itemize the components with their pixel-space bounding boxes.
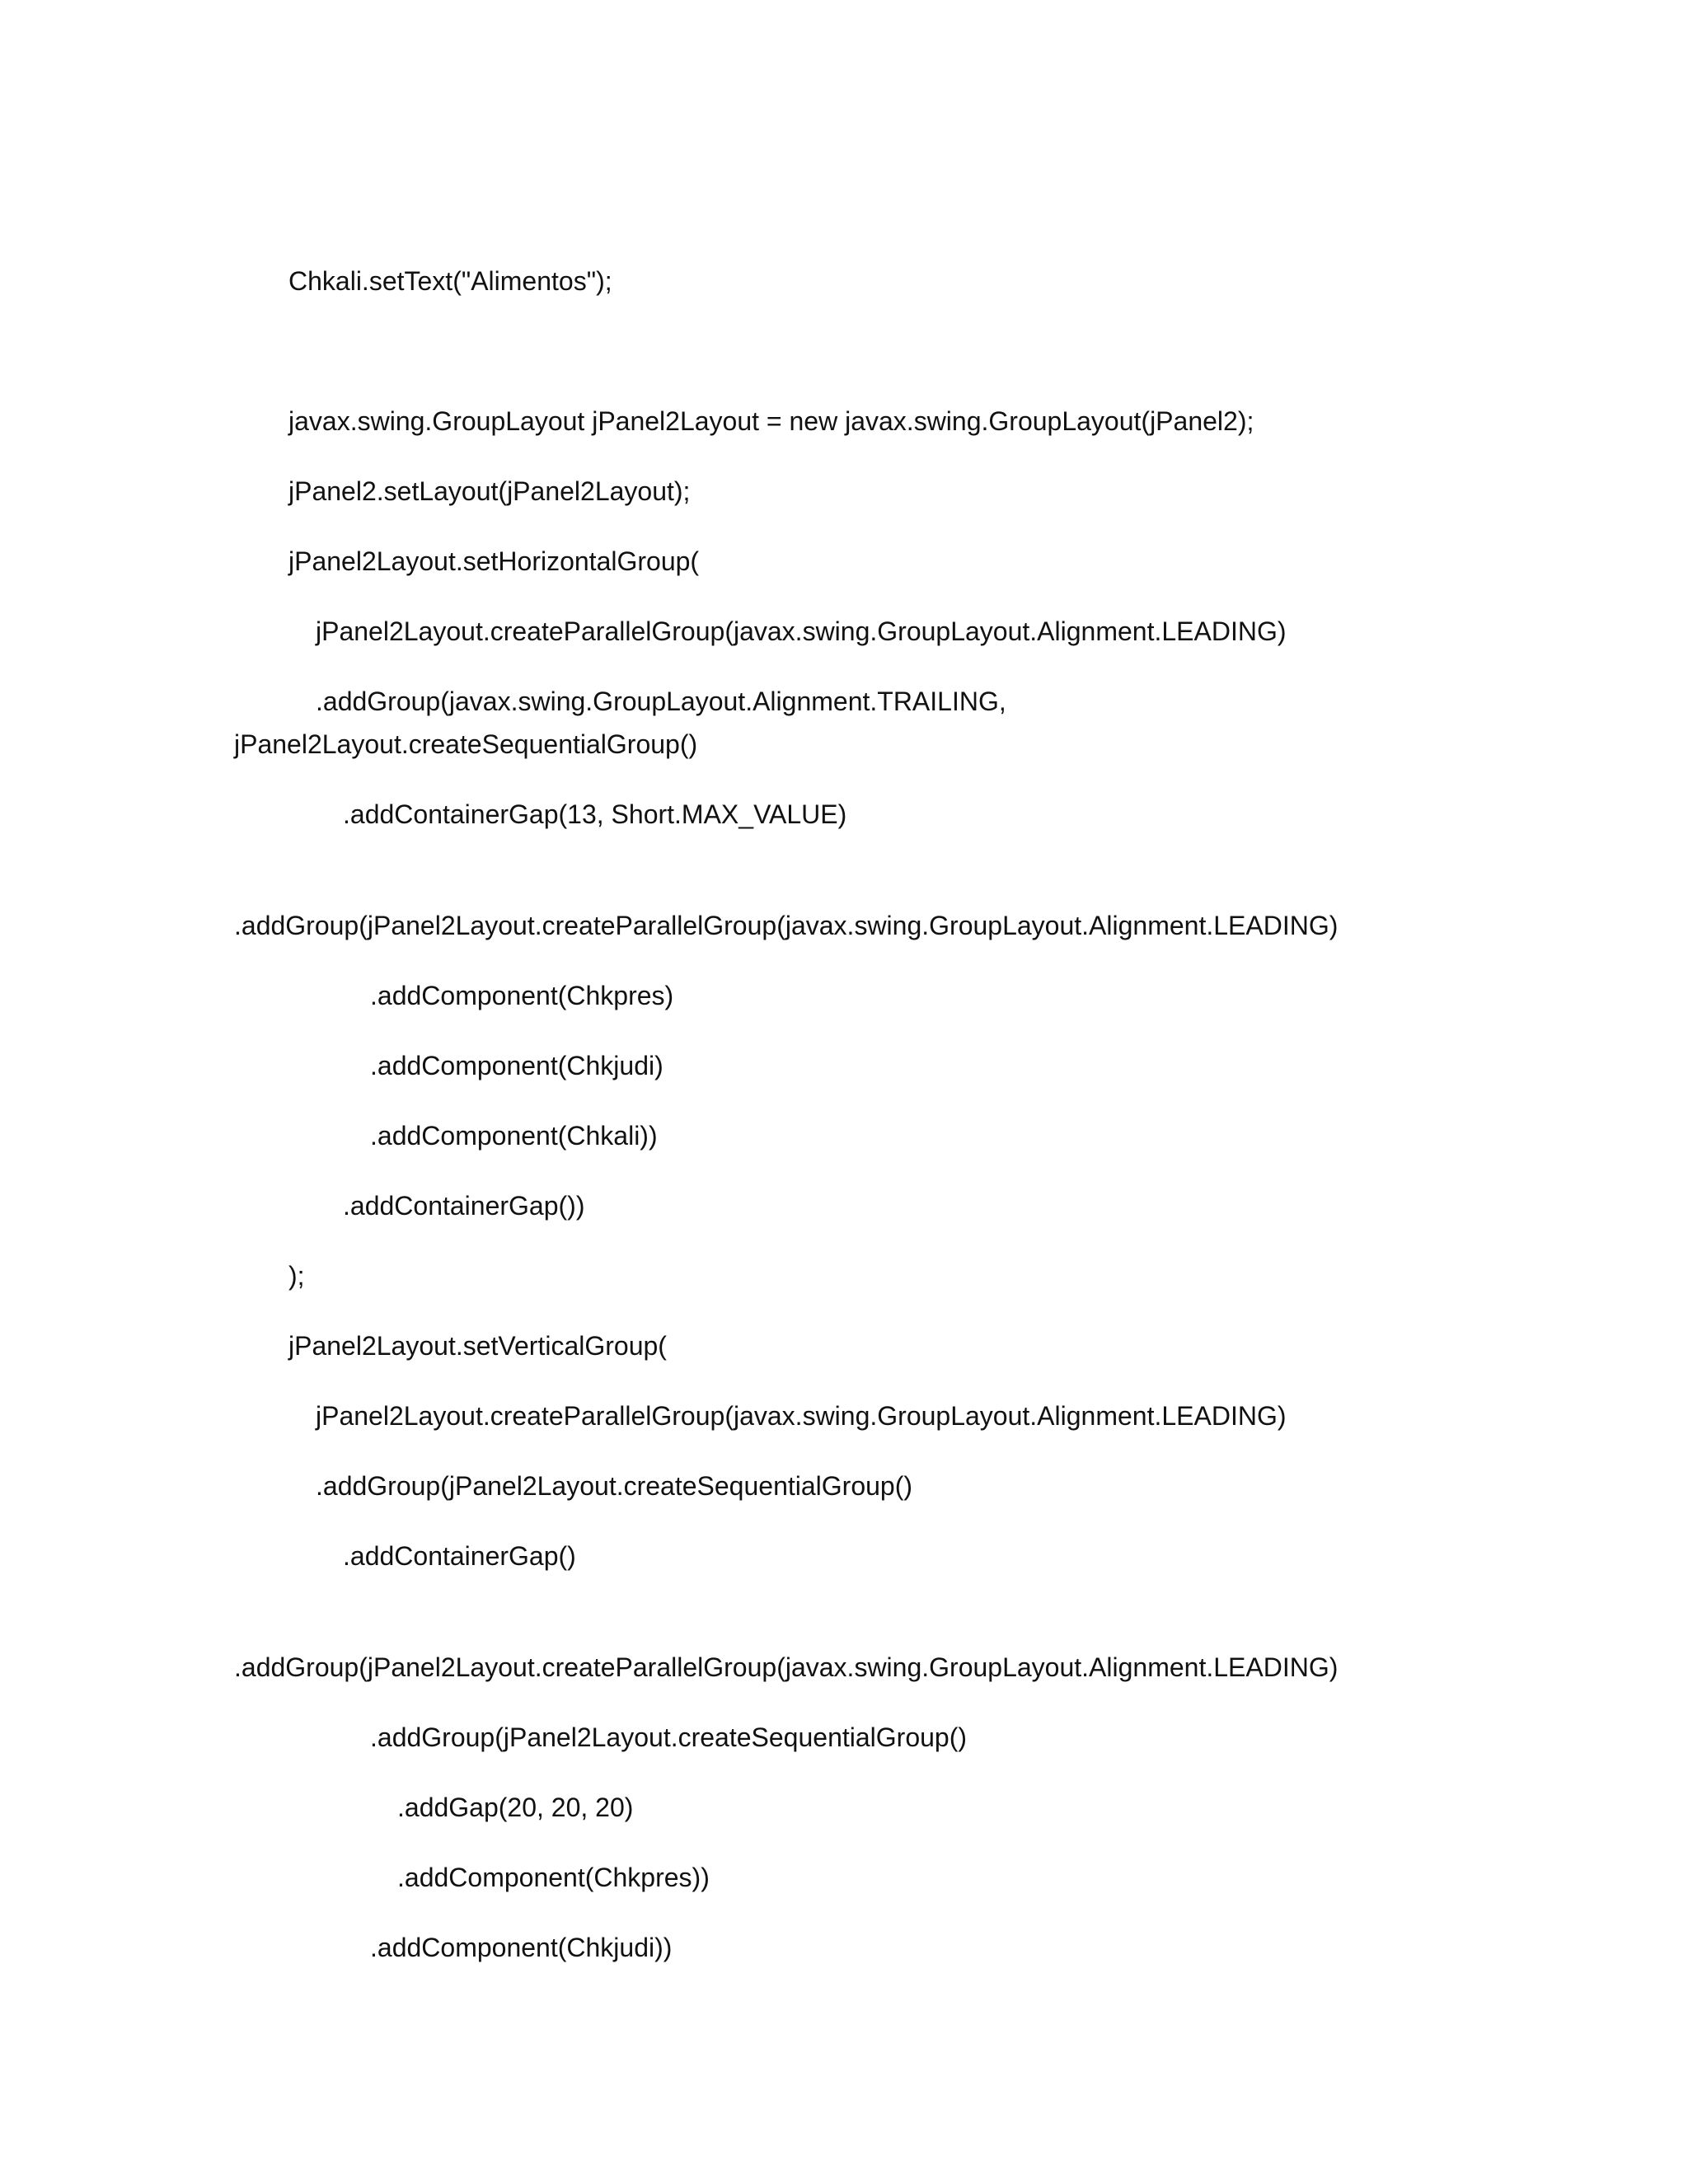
code-line: .addGroup(javax.swing.GroupLayout.Alignment.TRAILING, xyxy=(316,687,1006,716)
code-line: ); xyxy=(288,1261,305,1291)
code-line: .addGroup(jPanel2Layout.createSequentialGroup() xyxy=(316,1471,913,1501)
code-line: Chkali.setText("Alimentos"); xyxy=(288,266,612,296)
code-line: javax.swing.GroupLayout jPanel2Layout = new javax.swing.GroupLayout(jPanel2); xyxy=(288,406,1254,436)
code-line: jPanel2Layout.createParallelGroup(javax.swing.GroupLayout.Alignment.LEADING) xyxy=(316,1401,1287,1431)
code-line: .addComponent(Chkjudi)) xyxy=(370,1933,673,1962)
code-line: .addContainerGap()) xyxy=(343,1191,585,1221)
code-line: .addComponent(Chkpres)) xyxy=(397,1863,710,1892)
code-line: jPanel2Layout.setVerticalGroup( xyxy=(288,1331,667,1361)
code-line: .addGroup(jPanel2Layout.createParallelGroup(javax.swing.GroupLayout.Alignment.LEADING) xyxy=(234,1652,1339,1682)
code-line: .addGroup(jPanel2Layout.createParallelGroup(javax.swing.GroupLayout.Alignment.LEADING) xyxy=(234,911,1339,940)
code-line: jPanel2Layout.createSequentialGroup() xyxy=(234,729,698,759)
code-line: jPanel2.setLayout(jPanel2Layout); xyxy=(288,476,691,506)
code-line: .addContainerGap(13, Short.MAX_VALUE) xyxy=(343,799,847,829)
code-line: .addComponent(Chkpres) xyxy=(370,981,674,1010)
code-line: jPanel2Layout.createParallelGroup(javax.swing.GroupLayout.Alignment.LEADING) xyxy=(316,616,1287,646)
code-line: .addComponent(Chkjudi) xyxy=(370,1051,663,1080)
code-line: jPanel2Layout.setHorizontalGroup( xyxy=(288,546,700,576)
code-line: .addGroup(jPanel2Layout.createSequentialGroup() xyxy=(370,1722,968,1752)
code-line: .addGap(20, 20, 20) xyxy=(397,1793,634,1822)
code-line: .addComponent(Chkali)) xyxy=(370,1121,658,1151)
code-line: .addContainerGap() xyxy=(343,1541,576,1571)
